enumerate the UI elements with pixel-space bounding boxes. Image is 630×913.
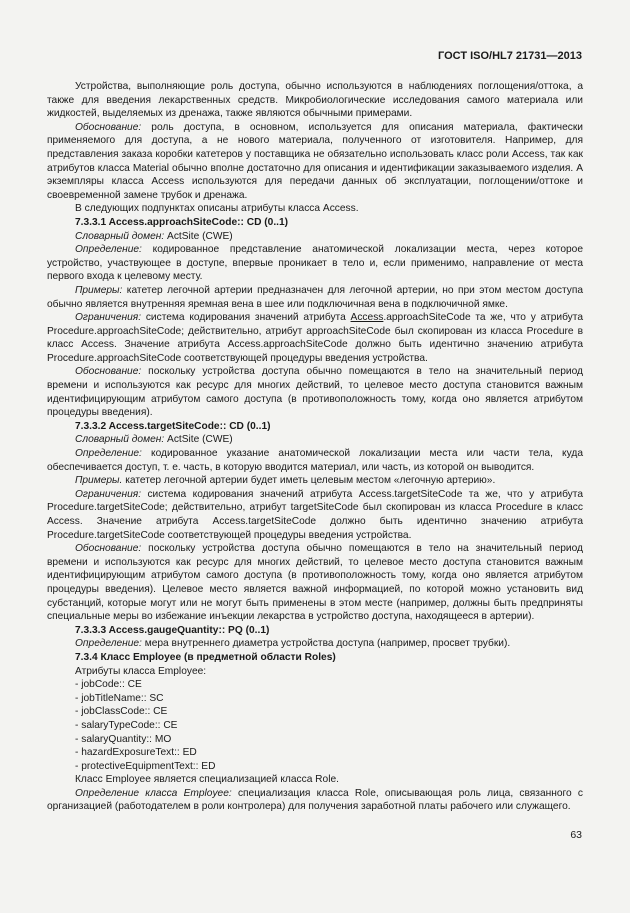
underlined-term: Access — [350, 312, 384, 324]
page-header: ГОСТ ISO/HL7 21731—2013 — [438, 50, 582, 62]
label-domain: Словарный домен: — [75, 230, 165, 242]
label-definition: Определение: — [75, 448, 142, 460]
paragraph — [47, 542, 583, 624]
label-class-definition: Определение класса Employee: — [75, 787, 232, 799]
label-domain: Словарный домен: — [75, 434, 165, 446]
paragraph — [47, 433, 583, 447]
paragraph — [47, 488, 583, 542]
list-item: - jobTitleName:: SC — [75, 692, 164, 704]
list-item: - salaryQuantity:: MO — [75, 733, 172, 745]
constraints-text-cont: .approachSiteCode та же, что у атрибута Procedure.approachSiteCode; действительно, атрибут approachSiteCode был скопирован из класса Procedure в класс Access. Значение атрибута Access.approachSiteCode должно быть идентично значению атрибута Procedure.approachSiteCode соответствующей процедуры введения устройства. — [47, 312, 583, 364]
attribute-list — [47, 678, 583, 773]
list-item: - salaryTypeCode:: CE — [75, 719, 178, 731]
domain-value: ActSite (CWE) — [164, 434, 233, 446]
paragraph — [47, 311, 583, 365]
list-item: - protectiveEquipmentText:: ED — [75, 760, 216, 772]
definition-text: кодированное указание анатомической локализации места или части тела, куда обеспечивается доступ, т. е. часть, в которую вводится материал, или часть, из которой он выводится. — [47, 448, 583, 473]
paragraph: Атрибуты класса Employee: — [75, 665, 207, 677]
paragraph — [47, 243, 583, 284]
constraints-text: система кодирования значений атрибута Access.targetSiteCode та же, что у атрибута Procedure.targetSiteCode; действительно, атрибут targetSiteCode был скопирован из класса Procedure в класс Access. Значение атрибута Access.targetSiteCode должно быть идентично значению атрибута Procedure.targetSiteCode соответствующей процедуры введения устройства. — [47, 488, 583, 541]
label-definition: Определение: — [75, 638, 142, 650]
label-examples: Примеры: — [75, 284, 123, 296]
paragraph: В следующих подпунктах описаны атрибуты класса Access. — [75, 203, 359, 215]
page-number: 63 — [570, 829, 582, 841]
label-rationale: Обоснование: — [75, 543, 142, 555]
paragraph — [47, 121, 583, 203]
label-constraints: Ограничения: — [75, 312, 142, 324]
rationale-text: поскольку устройства доступа обычно помещаются в тело на значительный период времени и используются как ресурс для многих действий, то целевое место доступа становится важным идентифицирующим атрибутом самого доступа (в противоположность тому, когда оно является атрибутом процедуры введения). Целевое место является важной информацией, по которой можно установить вид субстанций, которые могут или не могут быть применены в этом месте (например, должны быть предприняты специальные меры во избежание инъекции лекарства в устройство доступа, находящееся в артерии). — [47, 543, 583, 623]
paragraph — [47, 365, 583, 419]
list-item: - jobClassCode:: CE — [75, 706, 168, 718]
label-definition: Определение: — [75, 244, 142, 256]
domain-value: ActSite (CWE) — [164, 230, 233, 242]
list-item: - hazardExposureText:: ED — [75, 747, 197, 759]
section-heading-7-3-3-1: 7.3.3.1 Access.approachSiteCode:: CD (0..1) — [75, 216, 289, 228]
label-examples: Примеры. — [75, 475, 123, 487]
constraints-text: система кодирования значений атрибута — [141, 312, 351, 324]
examples-text: катетер легочной артерии предназначен для легочной артерии, но при этом местом доступа обычно является внутренняя яремная вена в шее или подключичная вена в подключичной ямке. — [47, 284, 583, 310]
section-heading-7-3-3-3: 7.3.3.3 Access.gaugeQuantity:: PQ (0..1) — [75, 624, 270, 636]
rationale-text: поскольку устройства доступа обычно помещаются в тело на значительный период времени и используются как ресурс для многих действий, то целевое место доступа становится важным идентифицирующим атрибутом самого доступа (в противоположность тому, когда оно является атрибутом процедуры введения). — [47, 366, 583, 419]
section-heading-7-3-3-2: 7.3.3.2 Access.targetSiteCode:: CD (0..1) — [75, 420, 271, 432]
label-constraints: Ограничения: — [75, 488, 142, 500]
examples-text: катетер легочной артерии будет иметь целевым местом «легочную артерию». — [122, 475, 496, 487]
paragraph — [47, 787, 583, 814]
paragraph — [47, 637, 583, 651]
rationale-text: роль доступа, в основном, используется для описания материала, фактически применяемого для доступа, а не нового материала, полученного от изготовителя. Например, для представления заказа коробки катетеров у поставщика не обязательно использовать класс роли Access, так как атрибутов класса Material обычно вполне достаточно для описания и идентификации заказываемого изделия. А экземпляры класса Access используются для передачи данных об эксплуатации, поглощении/оттоке и своевременной замене трубок и дренажа. — [47, 121, 583, 201]
section-heading-7-3-4: 7.3.4 Класс Employee (в предметной области Roles) — [75, 651, 336, 663]
paragraph — [47, 474, 583, 488]
label-rationale: Обоснование: — [75, 121, 142, 133]
paragraph: Класс Employee является специализацией класса Role. — [75, 774, 339, 786]
paragraph — [47, 284, 583, 311]
paragraph — [47, 230, 583, 244]
definition-text: кодированное представление анатомической локализации места, через которое устройство, участвующее в доступе, впервые проникает в тело и, если применимо, направление от места первого входа к целевому месту. — [47, 244, 583, 283]
paragraph: Устройства, выполняющие роль доступа, обычно используются в наблюдениях поглощения/оттока, а также для введения лекарственных средств. Микробиологические исследования самого материала или жидкостей, выделяемых из дренажа, также являются обычными примерами. — [47, 81, 583, 120]
list-item: - jobCode:: CE — [75, 679, 142, 691]
definition-text: мера внутреннего диаметра устройства доступа (например, просвет трубки). — [141, 638, 511, 650]
definition-text: специализация класса Role, описывающая роль лица, связанного с организацией (работодателем в роли контролера) для получения заработной платы рабочего или служащего. — [47, 787, 584, 813]
page-content — [47, 80, 583, 814]
paragraph — [47, 447, 583, 474]
label-rationale: Обоснование: — [75, 366, 142, 378]
